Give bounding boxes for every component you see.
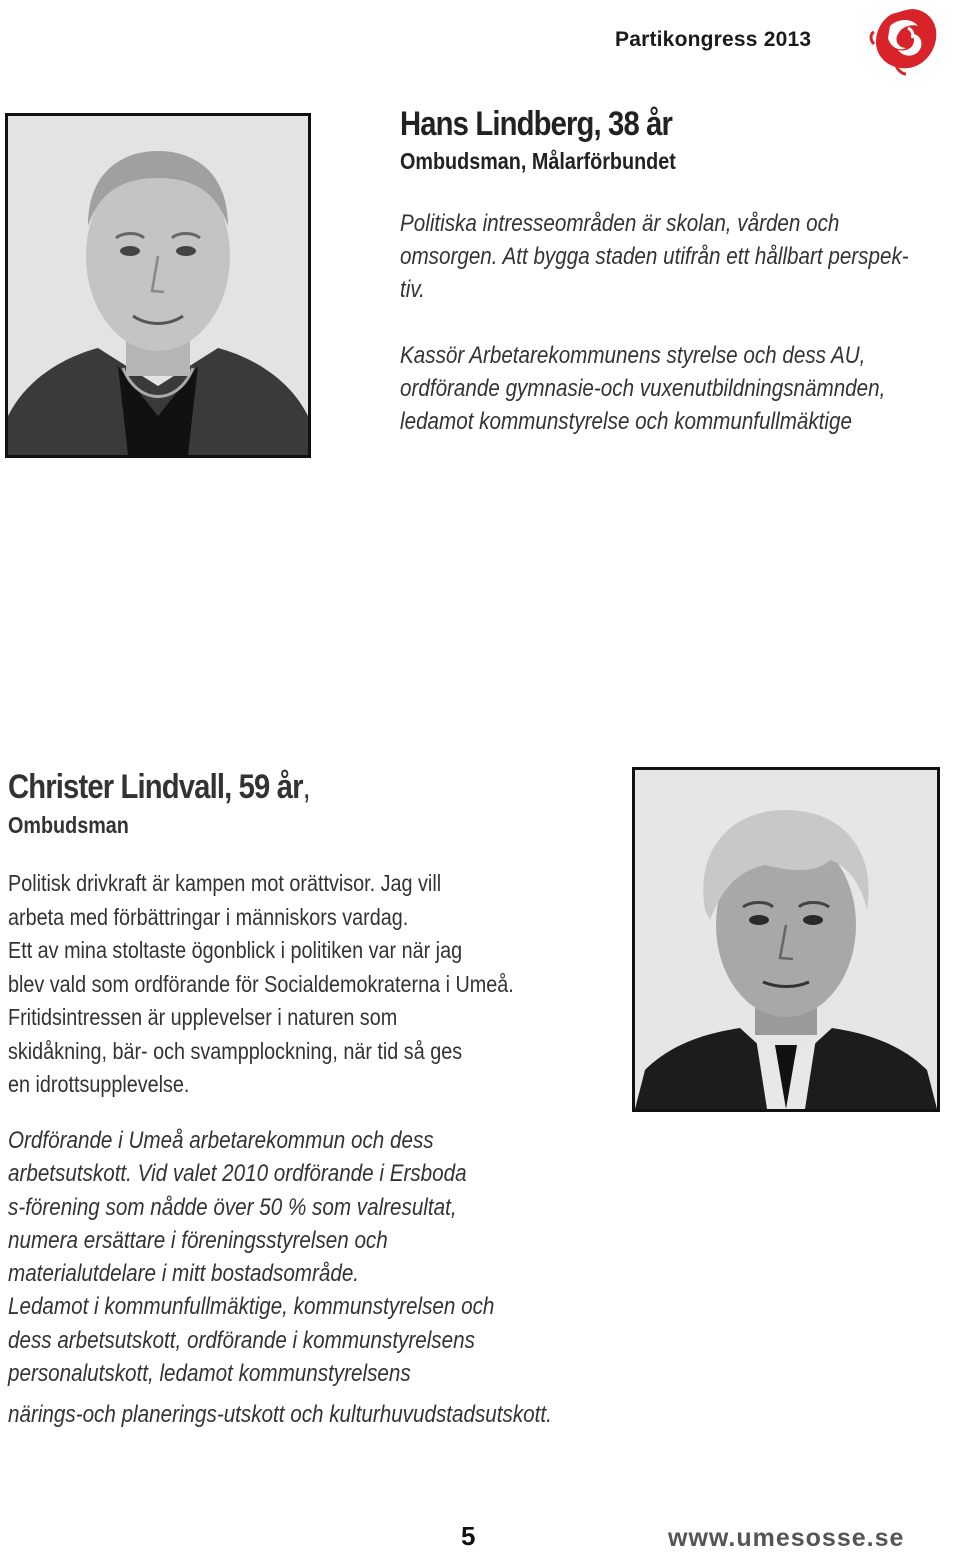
bio-line: Ordförande i Umeå arbetarekommun och dess [8,1127,434,1154]
bio-line: Politisk drivkraft är kampen mot orättvisor. Jag vill [8,870,442,896]
bio-line: s-förening som nådde över 50 % som valresultat, [8,1193,457,1221]
bio-line-spacer [400,306,950,339]
portrait-photo-hans-lindberg [5,113,311,458]
bio-line: ordförande gymnasie-och vuxenutbildningsnämnden, [400,375,886,402]
name-comma: , [302,768,310,806]
person-role: Ombudsman, Målarförbundet [400,148,676,174]
website-url: www.umesosse.se [668,1524,905,1552]
page-number: 5 [461,1521,476,1551]
publication-title: Partikongress 2013 [615,28,812,51]
person-bio [8,867,514,1102]
bio-line: tiv. [400,276,425,303]
person-name: Christer Lindvall, 59 år [8,768,303,806]
bio-line: Ett av mina stoltaste ögonblick i politiken var när jag [8,937,463,963]
bio-line: blev vald som ordförande för Socialdemokraterna i Umeå. [8,970,514,997]
bio-line: Politiska intresseområden är skolan, vården och [400,210,840,237]
portrait-photo-christer-lindvall [632,767,940,1112]
person-name-heading: Hans Lindberg, 38 år [400,105,673,143]
bio-line: dess arbetsutskott, ordförande i kommunstyrelsens [8,1326,475,1354]
bio-line: materialutdelare i mitt bostadsområde. [8,1260,360,1288]
red-rose-icon [868,4,944,76]
bio-line: omsorgen. Att bygga staden utifrån ett hållbart perspek- [400,243,909,270]
bio-line: arbetsutskott. Vid valet 2010 ordförande i Ersboda [8,1160,467,1188]
bio-line: personalutskott, ledamot kommunstyrelsens [8,1360,411,1388]
bio-line: närings-och planerings-utskott och kulturhuvudstadsutskott. [8,1401,552,1429]
bio-line: skidåkning, bär- och svampplockning, när tid så ges [8,1037,463,1064]
bio-line: en idrottsupplevelse. [8,1071,190,1097]
bio-line: Fritidsintressen är upplevelser i naturen som [8,1004,398,1030]
bio-line: Ledamot i kommunfullmäktige, kommunstyrelsen och [8,1293,495,1321]
bio-line: numera ersättare i föreningsstyrelsen och [8,1226,388,1254]
person-bio-italic [8,1124,552,1432]
person-role: Ombudsman [8,812,129,838]
person-bio-italic [400,207,950,438]
bio-line: arbeta med förbättringar i människors vardag. [8,903,409,930]
bio-line: ledamot kommunstyrelse och kommunfullmäktige [400,408,852,435]
bio-line: Kassör Arbetarekommunens styrelse och dess AU, [400,342,866,369]
person-name-heading [8,768,310,807]
